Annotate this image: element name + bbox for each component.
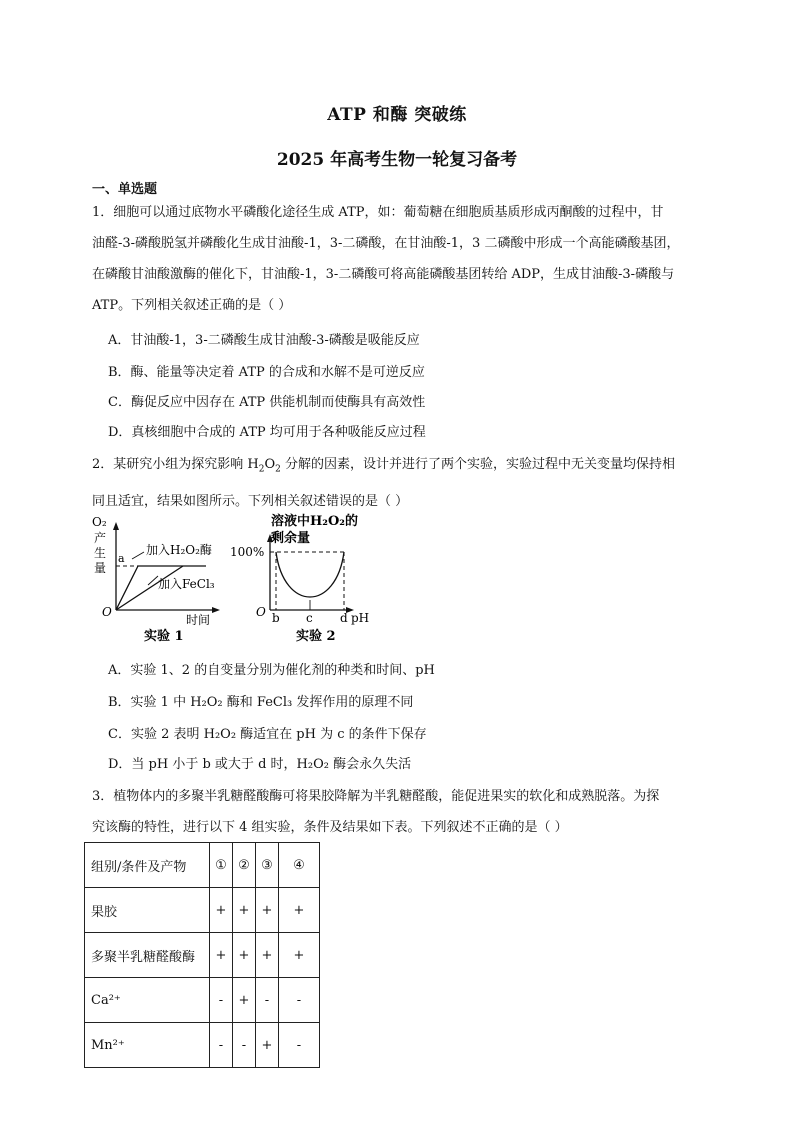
- fig2-tick-b: b: [272, 611, 280, 625]
- table-row: [85, 978, 320, 1023]
- fig1-y-label: 产: [94, 531, 107, 545]
- fig1-y-label: 量: [94, 561, 107, 575]
- fig2-tick-d: d: [340, 611, 348, 625]
- section-heading: 一、单选题: [92, 182, 158, 197]
- question-2-option-b: B．实验 1 中 H₂O₂ 酶和 FeCl₃ 发挥作用的原理不同: [108, 695, 414, 710]
- table-cell: 果胶: [85, 888, 210, 933]
- table-cell: -: [256, 978, 279, 1023]
- question-1-option-a: A．甘油酸-1，3-二磷酸生成甘油酸-3-磷酸是吸能反应: [108, 333, 420, 348]
- table-cell: +: [256, 933, 279, 978]
- table-cell: 多聚半乳糖醛酸酶: [85, 933, 210, 978]
- table-header-cell: 组别/条件及产物: [85, 843, 210, 888]
- question-1-line: 在磷酸甘油酸激酶的催化下，甘油酸-1，3-二磷酸可将高能磷酸基团转给 ADP，生成甘油酸-3-磷酸与: [92, 267, 675, 282]
- fig1-a-label: a: [118, 552, 125, 565]
- question-3-text: [92, 781, 714, 843]
- experiment-figures: [88, 512, 388, 647]
- table-cell: +: [233, 933, 256, 978]
- fig1-x-label: 时间: [186, 613, 211, 627]
- document-title: ATP 和酶 突破练: [327, 105, 467, 125]
- question-3-line: 3．植物体内的多聚半乳糖醛酸酶可将果胶降解为半乳糖醛酸，能促进果实的软化和成熟脱落。为探: [92, 789, 660, 804]
- fig1-origin: O: [102, 605, 112, 619]
- fig2-y-tick: 100%: [230, 545, 265, 559]
- table-cell: Mn²⁺: [85, 1023, 210, 1068]
- table-cell: +: [256, 888, 279, 933]
- table-header-cell: ④: [279, 843, 320, 888]
- figure-experiment-2: [230, 513, 369, 644]
- question-1-line: ATP。下列相关叙述正确的是（ ）: [92, 298, 292, 313]
- table-row: [85, 933, 320, 978]
- table-header-row: [85, 843, 320, 888]
- question-1-option-c: C．酶促反应中因存在 ATP 供能机制而使酶具有高效性: [108, 395, 426, 410]
- table-cell: +: [279, 933, 320, 978]
- table-cell: +: [279, 888, 320, 933]
- table-cell: +: [210, 888, 233, 933]
- figure-experiment-1: [92, 515, 220, 644]
- question-2-option-d: D．当 pH 小于 b 或大于 d 时，H₂O₂ 酶会永久失活: [108, 757, 412, 772]
- question-1-line: 1．细胞可以通过底物水平磷酸化途径生成 ATP，如：葡萄糖在细胞质基质形成丙酮酸的过程中，甘: [92, 205, 664, 220]
- fig2-y-label: 剩余量: [271, 531, 311, 546]
- table-cell: +: [256, 1023, 279, 1068]
- table-cell: +: [233, 888, 256, 933]
- question-2-line: 同且适宜，结果如图所示。下列相关叙述错误的是（ ）: [92, 493, 409, 509]
- table-cell: +: [233, 978, 256, 1023]
- question-1-option-d: D．真核细胞中合成的 ATP 均可用于各种吸能反应过程: [108, 425, 426, 440]
- question-2-option-a: A．实验 1、2 的自变量分别为催化剂的种类和时间、pH: [108, 663, 435, 678]
- question-3-line: 究该酶的特性，进行以下 4 组实验，条件及结果如下表。下列叙述不正确的是（ ）: [92, 820, 568, 835]
- table-row: [85, 1023, 320, 1068]
- fig2-tick-c: c: [306, 611, 313, 625]
- table-cell: -: [210, 1023, 233, 1068]
- table-cell: -: [279, 1023, 320, 1068]
- table-cell: -: [210, 978, 233, 1023]
- question-2-text: [92, 449, 714, 517]
- fig1-y-label: O₂: [92, 515, 107, 529]
- table-cell: Ca²⁺: [85, 978, 210, 1023]
- fig1-y-label: 生: [94, 546, 107, 560]
- fig2-origin: O: [256, 605, 266, 619]
- table-header-cell: ③: [256, 843, 279, 888]
- table-cell: -: [233, 1023, 256, 1068]
- fig2-x-label: pH: [351, 611, 370, 625]
- fig2-y-label: 溶液中H₂O₂的: [271, 514, 358, 529]
- fig1-curve2-label: 加入FeCl₃: [158, 577, 215, 591]
- table-header-cell: ①: [210, 843, 233, 888]
- question-1-text: [92, 197, 714, 321]
- question-2-line: 2．某研究小组为探究影响 $H_2O_2$ 分解的因素，设计并进行了两个实验，实验过程中无关变量均保持相: [92, 457, 676, 475]
- question-2-option-c: C．实验 2 表明 H₂O₂ 酶适宜在 pH 为 c 的条件下保存: [108, 727, 427, 742]
- ph-curve: [276, 552, 344, 597]
- document-subtitle: 2025 年高考生物一轮复习备考: [276, 150, 518, 170]
- table-row: [85, 888, 320, 933]
- fig1-curve1-label: 加入H₂O₂酶: [146, 543, 212, 557]
- fig2-caption: 实验 2: [296, 629, 336, 644]
- question-1-line: 油醛-3-磷酸脱氢并磷酸化生成甘油酸-1，3-二磷酸，在甘油酸-1，3 二磷酸中形成一个高能磷酸基团，: [92, 236, 680, 251]
- fig1-caption: 实验 1: [144, 629, 184, 644]
- results-table: [84, 842, 320, 1068]
- table-cell: +: [210, 933, 233, 978]
- question-1-option-b: B．酶、能量等决定着 ATP 的合成和水解不是可逆反应: [108, 365, 425, 380]
- table-cell: -: [279, 978, 320, 1023]
- table-header-cell: ②: [233, 843, 256, 888]
